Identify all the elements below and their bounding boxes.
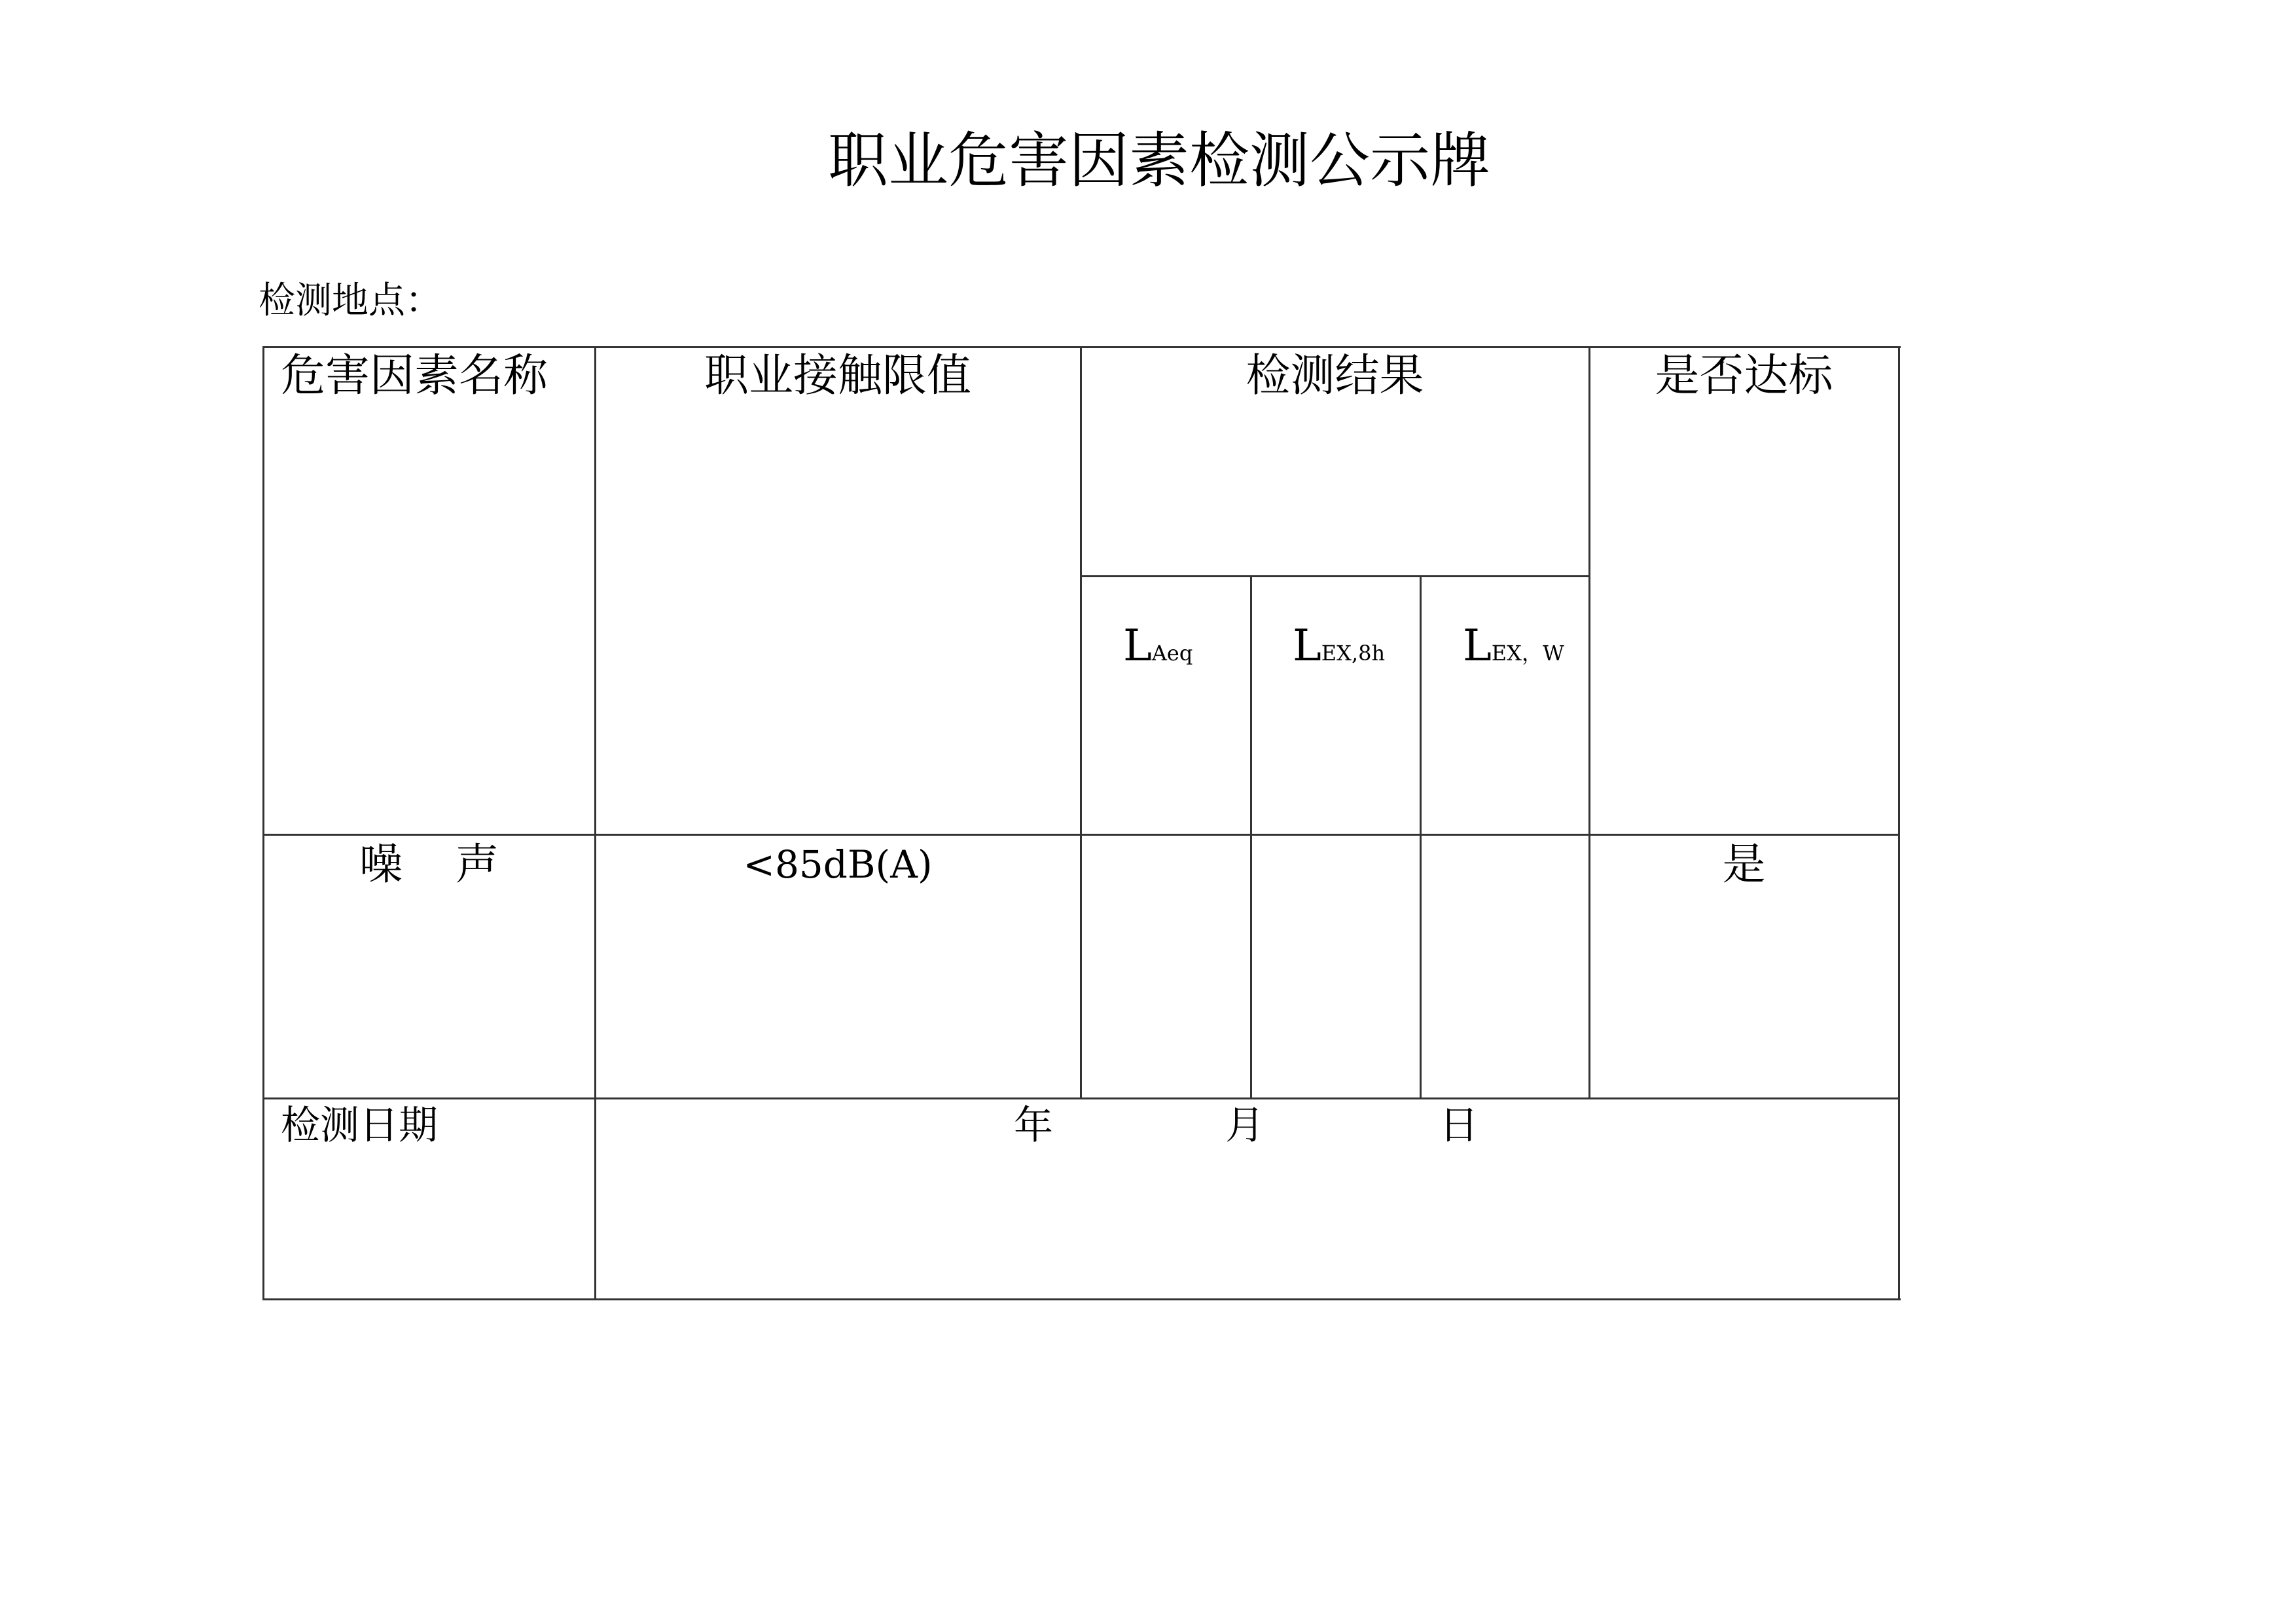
- table-border-left: [262, 346, 264, 1300]
- row-noise-compliant: 是: [1722, 839, 1766, 889]
- subheader-lexw-main: L: [1462, 620, 1492, 671]
- table-border-top: [263, 346, 1901, 348]
- col-separator-3: [1250, 576, 1252, 1099]
- col-separator-4: [1420, 576, 1422, 1099]
- col-separator-5: [1588, 347, 1590, 1099]
- date-year: 年: [1014, 1103, 1053, 1149]
- header-exposure-limit: 职业接触限值: [704, 350, 971, 402]
- col-separator-1: [594, 347, 596, 1300]
- col-separator-2: [1080, 347, 1082, 1099]
- subheader-lexw-sub: EX，W: [1491, 641, 1564, 666]
- row-noise-hazard-name: 噪 声: [359, 839, 499, 889]
- date-day: 日: [1439, 1103, 1479, 1149]
- date-label: 检测日期: [281, 1103, 438, 1149]
- table-border-right: [1898, 346, 1900, 1300]
- table-border-bottom: [263, 1298, 1901, 1300]
- page-title: 职业危害因素检测公示牌: [827, 126, 1490, 196]
- subheader-lex8h-sub: EX,8h: [1321, 641, 1386, 666]
- subheader-laeq-main: L: [1122, 620, 1152, 671]
- subheader-laeq: [1096, 581, 1193, 671]
- row-noise-exposure-limit: <85dB(A): [743, 842, 933, 887]
- subheader-lex8h: [1265, 581, 1386, 671]
- subheader-lex8h-main: L: [1292, 620, 1321, 671]
- subheader-lexw: [1435, 581, 1564, 671]
- location-label: 检测地点：: [259, 279, 442, 322]
- results-subheader-separator: [1081, 575, 1590, 577]
- subheader-laeq-sub: Aeq: [1151, 641, 1193, 666]
- date-month: 月: [1225, 1103, 1265, 1149]
- header-results: 检测结果: [1246, 350, 1424, 402]
- header-compliant: 是否达标: [1655, 350, 1833, 402]
- header-hazard-name: 危害因素名称: [281, 350, 548, 402]
